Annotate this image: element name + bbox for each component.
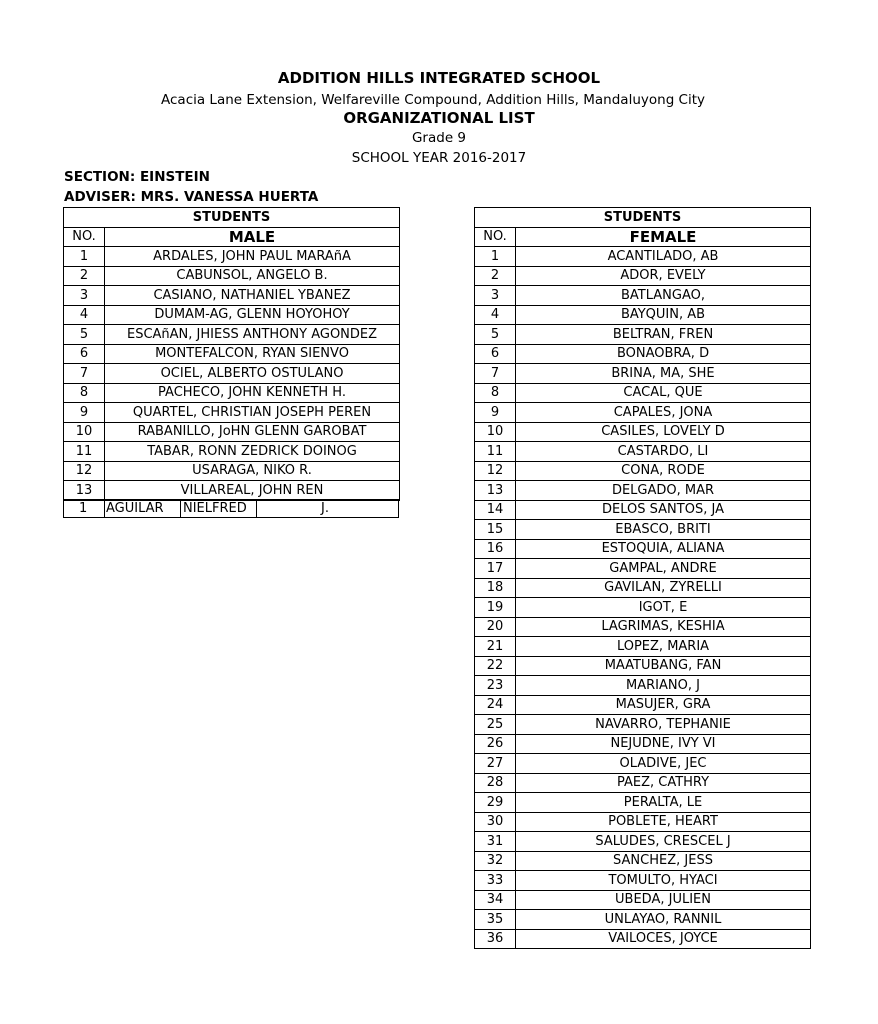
- school-year: SCHOOL YEAR 2016-2017: [351, 150, 527, 166]
- male-table-row: [64, 286, 400, 306]
- male-row-number: 13: [64, 481, 105, 501]
- female-row-number: 24: [475, 695, 516, 715]
- male-table-row: [64, 325, 400, 345]
- male-student-name: MONTEFALCON, RYAN SIENVO: [105, 344, 400, 364]
- female-row-number: 18: [475, 578, 516, 598]
- male-table-row: [64, 481, 400, 501]
- female-row-number: 2: [475, 266, 516, 286]
- male-row-number: 11: [64, 442, 105, 462]
- female-student-name: SANCHEZ, JESS: [516, 851, 811, 871]
- female-gender-header: FEMALE: [516, 227, 811, 247]
- female-row-number: 35: [475, 910, 516, 930]
- school-address: Acacia Lane Extension, Welfareville Compound, Addition Hills, Mandaluyong City: [161, 92, 706, 108]
- female-table-row: [475, 793, 811, 813]
- male-row-number: 9: [64, 403, 105, 423]
- female-student-name: CASTARDO, LI: [516, 442, 811, 462]
- female-student-name: LOPEZ, MARIA: [516, 637, 811, 657]
- male-student-name: ESCAñAN, JHIESS ANTHONY AGONDEZ: [105, 325, 400, 345]
- extra-row-middle-initial: J.: [321, 501, 329, 516]
- female-row-number: 20: [475, 617, 516, 637]
- female-row-number: 14: [475, 500, 516, 520]
- female-student-name: BONAOBRA, D: [516, 344, 811, 364]
- female-student-name: CAPALES, JONA: [516, 403, 811, 423]
- male-students-table: [63, 207, 400, 501]
- female-table-row: [475, 851, 811, 871]
- document-title: ORGANIZATIONAL LIST: [343, 109, 535, 127]
- section-label: SECTION: EINSTEIN: [64, 169, 210, 185]
- female-student-name: NAVARRO, TEPHANIE: [516, 715, 811, 735]
- male-row-number: 8: [64, 383, 105, 403]
- male-row-number: 2: [64, 266, 105, 286]
- male-students-header: STUDENTS: [64, 208, 400, 228]
- female-row-number: 27: [475, 754, 516, 774]
- female-table-row: [475, 383, 811, 403]
- female-table-row: [475, 812, 811, 832]
- male-row-number: 12: [64, 461, 105, 481]
- male-row-number: 5: [64, 325, 105, 345]
- female-student-name: DELOS SANTOS, JA: [516, 500, 811, 520]
- female-row-number: 5: [475, 325, 516, 345]
- male-table-row: [64, 422, 400, 442]
- male-gender-header: MALE: [105, 227, 400, 247]
- female-student-name: ACANTILADO, AB: [516, 247, 811, 267]
- female-student-name: MARIANO, J: [516, 676, 811, 696]
- female-student-name: PAEZ, CATHRY: [516, 773, 811, 793]
- female-table-row: [475, 500, 811, 520]
- female-student-name: GAMPAL, ANDRE: [516, 559, 811, 579]
- female-student-name: ADOR, EVELY: [516, 266, 811, 286]
- female-row-number: 21: [475, 637, 516, 657]
- male-table-row: [64, 364, 400, 384]
- female-row-number: 17: [475, 559, 516, 579]
- extra-row-divider: [104, 500, 105, 517]
- female-student-name: BAYQUIN, AB: [516, 305, 811, 325]
- female-table-row: [475, 247, 811, 267]
- female-table-row: [475, 695, 811, 715]
- female-table-row: [475, 364, 811, 384]
- female-students-table: [474, 207, 811, 949]
- female-table-row: [475, 871, 811, 891]
- adviser-label: ADVISER: MRS. VANESSA HUERTA: [64, 189, 319, 205]
- male-table-row: [64, 461, 400, 481]
- female-table-row: [475, 617, 811, 637]
- male-row-number: 6: [64, 344, 105, 364]
- female-student-name: ESTOQUIA, ALIANA: [516, 539, 811, 559]
- female-row-number: 25: [475, 715, 516, 735]
- female-table-row: [475, 637, 811, 657]
- female-table-row: [475, 832, 811, 852]
- female-student-name: BRINA, MA, SHE: [516, 364, 811, 384]
- female-row-number: 10: [475, 422, 516, 442]
- female-row-number: 23: [475, 676, 516, 696]
- male-student-name: CASIANO, NATHANIEL YBANEZ: [105, 286, 400, 306]
- female-table-row: [475, 890, 811, 910]
- grade-level: Grade 9: [411, 130, 467, 146]
- extra-row-divider: [180, 500, 181, 517]
- male-table-row: [64, 383, 400, 403]
- female-student-name: TOMULTO, HYACI: [516, 871, 811, 891]
- female-row-number: 28: [475, 773, 516, 793]
- female-table-row: [475, 286, 811, 306]
- female-row-number: 11: [475, 442, 516, 462]
- female-table-row: [475, 461, 811, 481]
- extra-row-first-name: NIELFRED: [183, 501, 247, 516]
- female-table-row: [475, 520, 811, 540]
- female-row-number: 31: [475, 832, 516, 852]
- female-table-row: [475, 773, 811, 793]
- male-student-name: OCIEL, ALBERTO OSTULANO: [105, 364, 400, 384]
- female-row-number: 8: [475, 383, 516, 403]
- male-student-name: QUARTEL, CHRISTIAN JOSEPH PEREN: [105, 403, 400, 423]
- female-student-name: CONA, RODE: [516, 461, 811, 481]
- male-row-number: 10: [64, 422, 105, 442]
- female-table-row: [475, 715, 811, 735]
- female-table-row: [475, 578, 811, 598]
- school-name: ADDITION HILLS INTEGRATED SCHOOL: [277, 69, 601, 87]
- male-table-row: [64, 247, 400, 267]
- female-table-row: [475, 929, 811, 949]
- female-row-number: 19: [475, 598, 516, 618]
- female-table-row: [475, 344, 811, 364]
- female-table-row: [475, 598, 811, 618]
- female-row-number: 12: [475, 461, 516, 481]
- female-row-number: 26: [475, 734, 516, 754]
- male-row-number: 1: [64, 247, 105, 267]
- male-row-number: 3: [64, 286, 105, 306]
- female-student-name: MAATUBANG, FAN: [516, 656, 811, 676]
- male-student-name: TABAR, RONN ZEDRICK DOINOG: [105, 442, 400, 462]
- female-row-number: 34: [475, 890, 516, 910]
- male-student-name: ARDALES, JOHN PAUL MARAñA: [105, 247, 400, 267]
- female-table-row: [475, 325, 811, 345]
- male-extra-row: [63, 499, 399, 518]
- female-row-number: 22: [475, 656, 516, 676]
- female-table-row: [475, 422, 811, 442]
- female-table-row: [475, 656, 811, 676]
- female-table-row: [475, 266, 811, 286]
- female-students-header: STUDENTS: [475, 208, 811, 228]
- male-no-header: NO.: [64, 227, 105, 247]
- female-table-row: [475, 559, 811, 579]
- female-row-number: 13: [475, 481, 516, 501]
- male-table-row: [64, 442, 400, 462]
- female-table-row: [475, 539, 811, 559]
- female-student-name: CASILES, LOVELY D: [516, 422, 811, 442]
- female-table-row: [475, 305, 811, 325]
- female-table-row: [475, 734, 811, 754]
- female-row-number: 4: [475, 305, 516, 325]
- female-table-row: [475, 442, 811, 462]
- male-student-name: DUMAM-AG, GLENN HOYOHOY: [105, 305, 400, 325]
- extra-row-divider: [256, 500, 257, 517]
- male-student-name: CABUNSOL, ANGELO B.: [105, 266, 400, 286]
- male-table-row: [64, 344, 400, 364]
- female-student-name: BATLANGAO,: [516, 286, 811, 306]
- female-table-row: [475, 481, 811, 501]
- female-row-number: 15: [475, 520, 516, 540]
- female-row-number: 1: [475, 247, 516, 267]
- female-row-number: 30: [475, 812, 516, 832]
- female-student-name: NEJUDNE, IVY VI: [516, 734, 811, 754]
- female-student-name: SALUDES, CRESCEL J: [516, 832, 811, 852]
- female-table-row: [475, 754, 811, 774]
- female-row-number: 9: [475, 403, 516, 423]
- female-student-name: POBLETE, HEART: [516, 812, 811, 832]
- female-table-row: [475, 403, 811, 423]
- female-student-name: UBEDA, JULIEN: [516, 890, 811, 910]
- female-table-row: [475, 910, 811, 930]
- female-student-name: MASUJER, GRA: [516, 695, 811, 715]
- male-table-row: [64, 266, 400, 286]
- female-student-name: PERALTA, LE: [516, 793, 811, 813]
- male-table-row: [64, 403, 400, 423]
- extra-row-last-name: AGUILAR: [106, 501, 164, 516]
- male-row-number: 7: [64, 364, 105, 384]
- female-student-name: CACAL, QUE: [516, 383, 811, 403]
- male-student-name: PACHECO, JOHN KENNETH H.: [105, 383, 400, 403]
- female-no-header: NO.: [475, 227, 516, 247]
- female-student-name: UNLAYAO, RANNIL: [516, 910, 811, 930]
- female-student-name: EBASCO, BRITI: [516, 520, 811, 540]
- female-row-number: 32: [475, 851, 516, 871]
- female-row-number: 16: [475, 539, 516, 559]
- male-student-name: USARAGA, NIKO R.: [105, 461, 400, 481]
- male-student-name: VILLAREAL, JOHN REN: [105, 481, 400, 501]
- female-row-number: 6: [475, 344, 516, 364]
- female-table-row: [475, 676, 811, 696]
- female-student-name: VAILOCES, JOYCE: [516, 929, 811, 949]
- female-student-name: GAVILAN, ZYRELLI: [516, 578, 811, 598]
- female-student-name: BELTRAN, FREN: [516, 325, 811, 345]
- female-row-number: 33: [475, 871, 516, 891]
- female-row-number: 36: [475, 929, 516, 949]
- male-row-number: 4: [64, 305, 105, 325]
- female-student-name: OLADIVE, JEC: [516, 754, 811, 774]
- male-student-name: RABANILLO, JoHN GLENN GAROBAT: [105, 422, 400, 442]
- female-row-number: 7: [475, 364, 516, 384]
- female-student-name: IGOT, E: [516, 598, 811, 618]
- male-table-row: [64, 305, 400, 325]
- female-row-number: 29: [475, 793, 516, 813]
- female-student-name: DELGADO, MAR: [516, 481, 811, 501]
- female-row-number: 3: [475, 286, 516, 306]
- female-student-name: LAGRIMAS, KESHIA: [516, 617, 811, 637]
- extra-row-no: 1: [79, 501, 88, 516]
